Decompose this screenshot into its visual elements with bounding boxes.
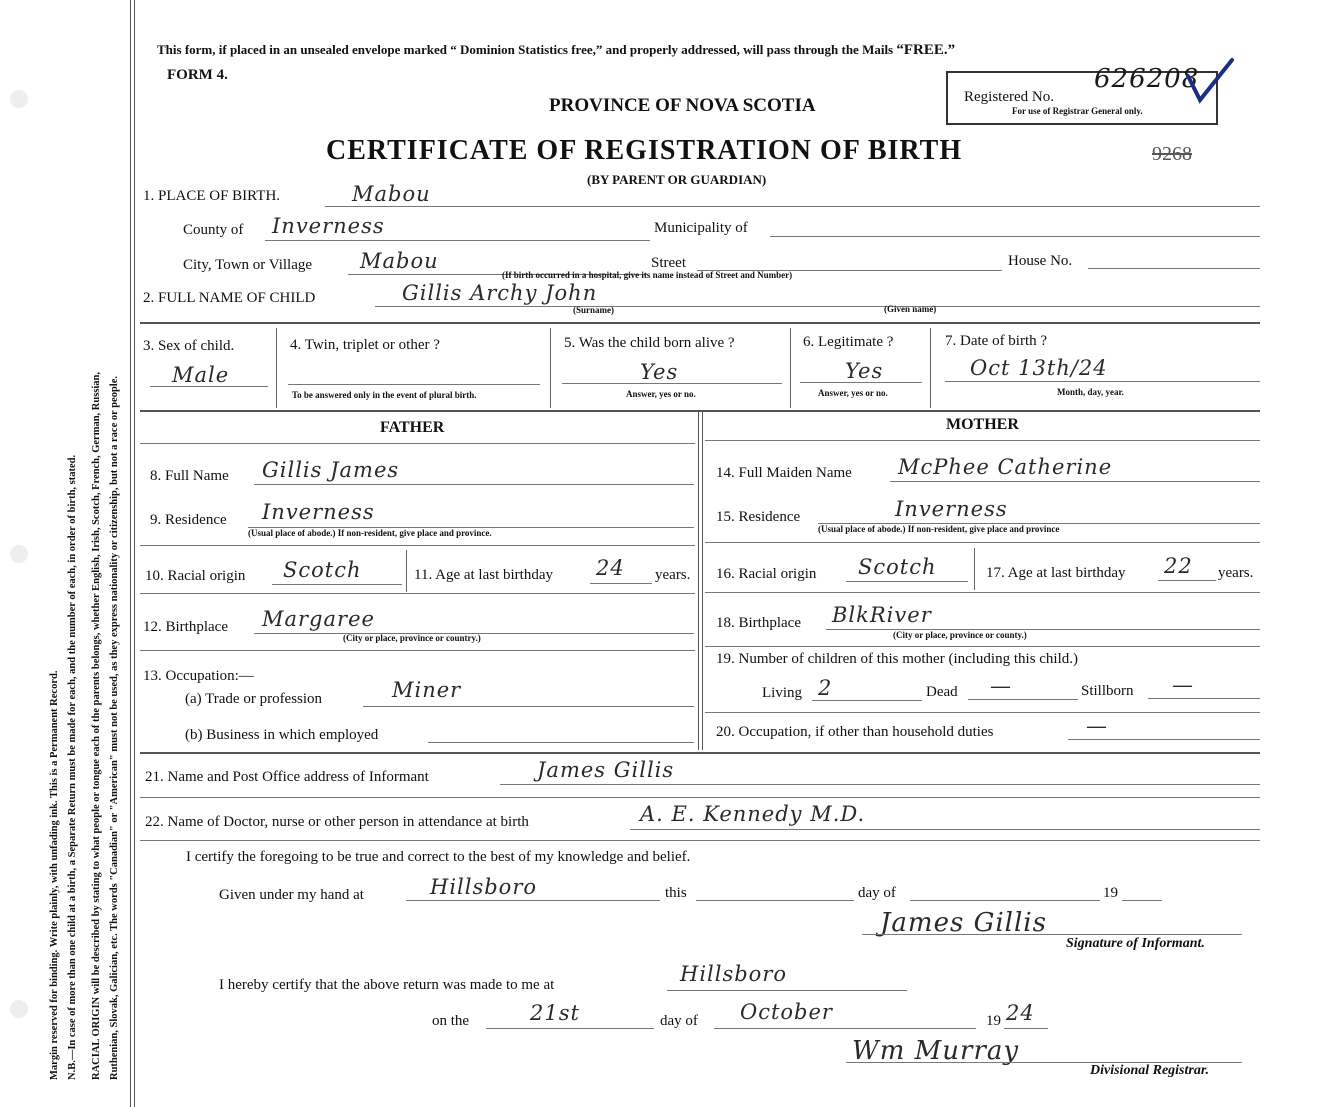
margin-note-2: N.B.—In case of more than one child at a birth, a Separate Return must be made for each, and the number of each, in order of birth, stated. [67,454,78,1080]
father-divider [140,545,695,546]
father-heading: FATHER [380,419,445,436]
county-line [265,240,650,241]
mother-racial-line [846,581,968,582]
dob-label: 7. Date of birth ? [945,333,1048,349]
child-name-label: 2. FULL NAME OF CHILD [143,290,316,306]
section-divider [140,752,1260,754]
father-birthplace-label: 12. Birthplace [143,619,228,635]
legitimate-line [800,382,922,383]
stillborn-label: Stillborn [1081,683,1134,699]
month-line [714,1028,976,1029]
alive-line [562,383,782,384]
year2-value: 24 [1006,1001,1035,1025]
father-divider [140,593,695,594]
mother-heading: MOTHER [946,416,1019,433]
father-heading-rule [140,443,695,444]
postal-note [157,43,955,58]
city-value: Mabou [360,249,439,273]
postal-note-free: “FREE.” [896,42,956,58]
sex-label: 3. Sex of child. [143,338,235,354]
doctor-value: A. E. Kennedy M.D. [640,802,866,826]
doctor-label: 22. Name of Doctor, nurse or other person in attendance at birth [145,814,529,830]
alive-label: 5. Was the child born alive ? [564,335,735,351]
mother-residence-label: 15. Residence [716,509,801,525]
year2-line [1004,1028,1048,1029]
punch-hole [10,90,28,108]
punch-hole [10,1000,28,1018]
binding-rule [130,0,135,1107]
hereby-place-value: Hillsboro [680,962,788,986]
cell-divider [550,328,551,408]
punch-hole [10,545,28,563]
year2-label: 19 [986,1013,1001,1029]
twin-label: 4. Twin, triplet or other ? [290,337,440,353]
given-place-line [406,900,660,901]
given-place-value: Hillsboro [430,875,538,899]
section-line [140,797,1260,798]
house-line [1088,268,1260,269]
business-line [428,742,694,743]
mother-name-value: McPhee Catherine [898,455,1113,479]
legitimate-label: 6. Legitimate ? [803,334,894,350]
mother-divider [705,592,1260,593]
mother-birthplace-note: (City or place, province or county.) [893,630,1027,640]
cell-divider [276,328,277,408]
year-label: 19 [1103,885,1118,901]
this-line [696,900,854,901]
sex-value: Male [172,363,230,387]
trade-line [363,706,694,707]
father-birthplace-value: Margaree [262,607,375,631]
mother-birthplace-label: 18. Birthplace [716,615,801,631]
signature-line [862,934,1242,935]
day-of-line [910,900,1100,901]
registered-label: Registered No. [964,89,1054,105]
dob-line [945,381,1260,382]
stillborn-line [1148,698,1260,699]
mother-birthplace-line [826,629,1260,630]
dob-value: Oct 13th/24 [970,356,1108,380]
mother-residence-note: (Usual place of abode.) If non-resident, give place and province [818,524,1060,534]
place-line [325,206,1260,207]
mother-occupation-value: — [1086,714,1108,738]
on-the-line [486,1028,654,1029]
twin-note: To be answered only in the event of plural birth. [292,390,477,400]
surname-note: (Surname) [573,305,614,315]
mother-birthplace-value: BlkRiver [832,603,932,627]
hereby-label: I hereby certify that the above return was made to me at [219,977,555,993]
child-name-value: Gillis Archy John [402,281,598,305]
county-label: County of [183,222,244,238]
margin-note-4: Ruthenian, Slovak, Galician, etc. The words "Canadian" or "American" must not be used, as they express nationality or citizenship, but not a race or people. [109,375,120,1080]
father-name-label: 8. Full Name [150,468,229,484]
form-number: FORM 4. [167,67,228,83]
on-the-value: 21st [530,1001,580,1025]
year-line [1122,900,1162,901]
mother-divider [705,712,1260,713]
mother-residence-value: Inverness [895,497,1008,521]
doctor-line [630,829,1260,830]
dead-line [968,699,1078,700]
signature-caption: Signature of Informant. [1066,936,1205,951]
father-age-value: 24 [596,556,625,580]
informant-signature: James Gillis [880,908,1047,938]
father-age-unit: years. [655,567,691,583]
sex-line [150,386,268,387]
father-age-line [590,583,652,584]
cell-divider [406,550,407,592]
mother-name-line [890,481,1260,482]
child-name-line [375,306,1260,307]
day-of-label: day of [858,885,896,901]
business-label: (b) Business in which employed [185,727,379,743]
stillborn-value: — [1172,673,1194,697]
postal-note-text: This form, if placed in an unsealed envelope marked “ Dominion Statistics free,” and properly addressed, will pass through the Mails [157,42,897,57]
living-label: Living [762,685,802,701]
certificate-subtitle: (BY PARENT OR GUARDIAN) [587,172,767,187]
parents-divider [698,412,703,750]
dead-value: — [990,674,1012,698]
mother-racial-value: Scotch [858,555,937,579]
province-heading: PROVINCE OF NOVA SCOTIA [549,95,816,116]
alive-note: Answer, yes or no. [626,389,696,399]
living-line [812,700,922,701]
given-label: Given under my hand at [219,887,364,903]
alive-value: Yes [640,360,679,384]
section-line [140,840,1260,841]
mother-divider [705,646,1260,647]
margin-note-1: Margin reserved for binding. Write plainly, with unfading ink. This is a Permanent Record. [49,670,60,1080]
county-value: Inverness [272,214,385,238]
trade-label: (a) Trade or profession [185,691,323,707]
twin-line [288,384,540,385]
margin-note-3: RACIAL ORIGIN will be described by stating to what people or tongue each of the parents belongs, whether English, Irish, Scotch, French, German, Russian, [91,371,102,1080]
legitimate-note: Answer, yes or no. [818,388,888,398]
municipality-line [770,236,1260,237]
mother-age-label: 17. Age at last birthday [986,565,1126,581]
certificate-title: CERTIFICATE OF REGISTRATION OF BIRTH [326,135,963,166]
cell-divider [790,328,791,408]
mother-divider [705,542,1260,543]
this-label: this [665,885,687,901]
mother-occupation-line [1068,739,1260,740]
registrar-signature: Wm Murray [852,1036,1020,1066]
mother-racial-label: 16. Racial origin [716,566,817,582]
house-label: House No. [1008,253,1073,269]
father-racial-line [272,584,402,585]
informant-label: 21. Name and Post Office address of Informant [145,769,429,785]
place-of-birth-value: Mabou [352,182,431,206]
city-label: City, Town or Village [183,257,313,273]
mother-age-line [1158,580,1216,581]
cell-divider [974,548,975,590]
registered-number: 626208 [1094,64,1200,94]
trade-value: Miner [392,678,462,702]
hospital-note: (If birth occurred in a hospital, give its name instead of Street and Number) [502,270,793,280]
father-occupation-label: 13. Occupation:— [143,668,254,684]
checkmark-icon [1180,56,1240,106]
month-value: October [740,1000,833,1024]
street-label: Street [651,255,686,271]
children-count-label: 19. Number of children of this mother (including this child.) [716,651,1079,667]
informant-value: James Gillis [537,758,675,782]
given-name-note: (Given name) [884,304,937,314]
living-value: 2 [818,676,833,700]
father-residence-value: Inverness [262,500,375,524]
dead-label: Dead [926,684,958,700]
mother-occupation-label: 20. Occupation, if other than household duties [716,724,994,740]
registrar-caption: Divisional Registrar. [1090,1063,1210,1078]
mother-age-value: 22 [1164,554,1193,578]
on-the-label: on the [432,1013,470,1029]
section-divider [140,322,1260,324]
hereby-line [667,990,907,991]
father-birthplace-note: (City or place, province or country.) [343,633,481,643]
day-of-label-2: day of [660,1013,698,1029]
certify-statement: I certify the foregoing to be true and correct to the best of my knowledge and belief. [186,849,691,865]
father-racial-label: 10. Racial origin [145,568,246,584]
father-residence-note: (Usual place of abode.) If non-resident, give place and province. [248,528,492,538]
mother-heading-rule [705,440,1260,441]
municipality-label: Municipality of [654,220,748,236]
father-residence-label: 9. Residence [150,512,227,528]
informant-line [500,784,1260,785]
registrar-note: For use of Registrar General only. [1012,106,1143,116]
legitimate-value: Yes [845,359,884,383]
father-divider [140,650,695,651]
father-racial-value: Scotch [283,558,362,582]
stamp-number: 9268 [1152,143,1192,165]
mother-age-unit: years. [1218,565,1254,581]
father-age-label: 11. Age at last birthday [414,567,553,583]
cell-divider [930,328,931,408]
father-name-value: Gillis James [262,458,400,482]
dob-note: Month, day, year. [1057,387,1124,397]
mother-name-label: 14. Full Maiden Name [716,465,852,481]
place-of-birth-label: 1. PLACE OF BIRTH. [143,188,281,204]
father-name-line [254,484,694,485]
